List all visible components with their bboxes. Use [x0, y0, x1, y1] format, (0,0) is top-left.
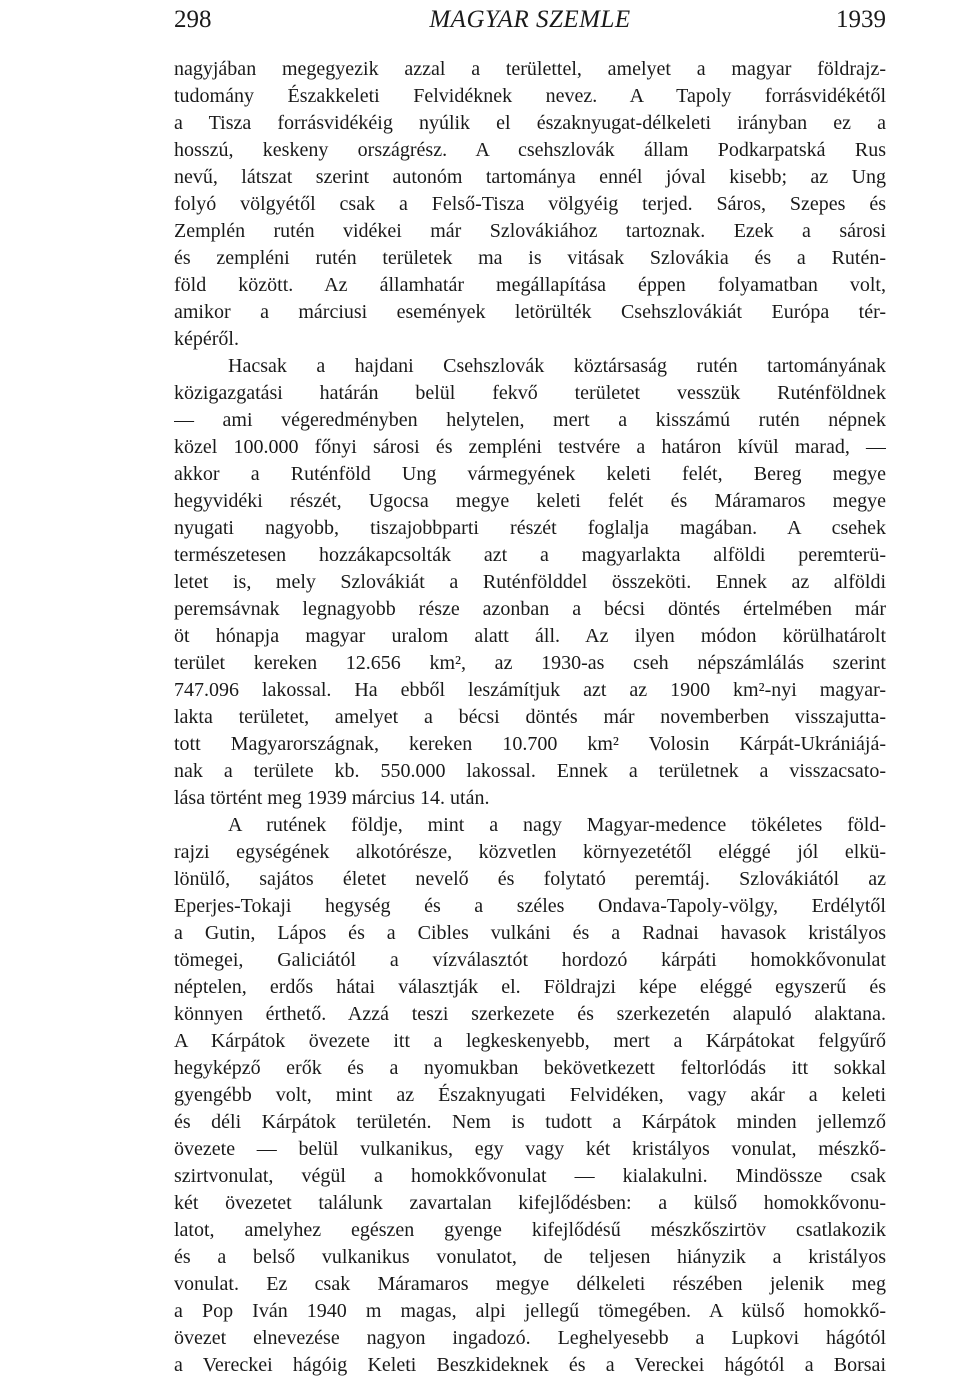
text-line: öt hónapja magyar uralom alatt áll. Az ilyen módon körülhatárolt — [174, 625, 886, 647]
text-line: és déli Kárpátok területén. Nem is tudott a Kárpátok minden jellemző — [174, 1111, 886, 1133]
text-line: nevű, látszat szerint autonóm tartománya ennél jóval kisebb; az Ung — [174, 166, 886, 188]
text-line: nagyjában megegyezik azzal a területtel, amelyet a magyar földrajz- — [174, 58, 886, 80]
text-line: Zemplén rutén vidékei már Szlovákiához tartoznak. Ezek a sárosi — [174, 220, 886, 242]
text-line: nyugati nagyobb, tiszajobbparti részét foglalja magában. A csehek — [174, 517, 886, 539]
text-line: vonulat. Ez csak Máramaros megye délkeleti részében jelenik meg — [174, 1273, 886, 1295]
text-line: akkor a Ruténföld Ung vármegyének keleti felét, Bereg megye — [174, 463, 886, 485]
text-line: a Tisza forrásvidékéig nyúlik el északnyugat-délkeleti irányban ez a — [174, 112, 886, 134]
header-year: 1939 — [836, 6, 886, 33]
text-line: lakta területet, amelyet a bécsi döntés már novemberben visszajutta- — [174, 706, 886, 728]
text-line: természetesen hozzákapcsolták azt a magyarlakta alföldi peremterü- — [174, 544, 886, 566]
text-line: amikor a márciusi események letörülték Csehszlovákiát Európa tér- — [174, 301, 886, 323]
text-line: latot, amelyhez egészen gyenge kifejlődésű mészkőszirtöv csatlakozik — [174, 1219, 886, 1241]
text-line: tömegei, Galiciától a vízválasztót hordozó kárpáti homokkővonulat — [174, 949, 886, 971]
text-line: nak a területe kb. 550.000 lakossal. Ennek a területnek a visszacsato- — [174, 760, 886, 782]
text-line: rajzi egységének alkotórésze, közvetlen környezetétől eléggé jól elkü- — [174, 841, 886, 863]
running-header — [174, 2, 886, 38]
text-line: Hacsak a hajdani Csehszlovák köztársaság rutén tartományának — [228, 355, 886, 377]
text-line: terület kereken 12.656 km², az 1930-as cseh népszámlálás szerint — [174, 652, 886, 674]
text-line: könnyen érthető. Azzá teszi szerkezete és szerkezetén alapuló alaktana. — [174, 1003, 886, 1025]
text-line: szirtvonulat, végül a homokkővonulat — kialakulni. Mindössze csak — [174, 1165, 886, 1187]
text-line: letet is, mely Szlovákiát a Ruténfölddel összeköti. Ennek az alföldi — [174, 571, 886, 593]
text-line: gyengébb volt, mint az Északnyugati Felvidéken, vagy akár a keleti — [174, 1084, 886, 1106]
text-line: hegyvidéki részét, Ugocsa megye keleti felét és Máramaros megye — [174, 490, 886, 512]
text-line: peremsávnak legnagyobb része azonban a bécsi döntés értelmében már — [174, 598, 886, 620]
text-line: képéről. — [174, 328, 239, 350]
text-line: folyó völgyétől csak a Felső-Tisza völgyéig terjed. Sáros, Szepes és — [174, 193, 886, 215]
text-line: lönülő, sajátos életet nevelő és folytató peremtáj. Szlovákiától az — [174, 868, 886, 890]
page-number: 298 — [174, 6, 212, 33]
text-line: A rutének földje, mint a nagy Magyar-medence tökéletes föld- — [228, 814, 886, 836]
journal-title: MAGYAR SZEMLE — [429, 6, 631, 33]
body-text — [174, 56, 886, 1379]
text-line: övezete — belül vulkanikus, egy vagy két kristályos vonulat, mészkő- — [174, 1138, 886, 1160]
text-line: két övezetet találunk zavartalan kifejlődésben: a külső homokkővonu- — [174, 1192, 886, 1214]
text-line: a Pop Iván 1940 m magas, alpi jellegű tömegében. A külső homokkő- — [174, 1300, 886, 1322]
text-line: a Vereckei hágóig Keleti Beszkideknek és a Vereckei hágótól a Borsai — [174, 1354, 886, 1376]
text-line: közel 100.000 főnyi sárosi és zempléni testvére a határon kívül marad, — — [174, 436, 886, 458]
text-line: hosszú, keskeny országrész. A csehszlovák állam Podkarpatská Rus — [174, 139, 886, 161]
text-line: 747.096 lakossal. Ha ebből leszámítjuk azt az 1900 km²-nyi magyar- — [174, 679, 886, 701]
text-line: közigazgatási határán belül fekvő területet vesszük Ruténföldnek — [174, 382, 886, 404]
text-line: hegyképző erők és a nyomukban bekövetkezett feltorlódás itt sokkal — [174, 1057, 886, 1079]
text-line: tott Magyarországnak, kereken 10.700 km² Volosin Kárpát-Ukrániájá- — [174, 733, 886, 755]
text-line: a Gutin, Lápos és a Cibles vulkáni és a Radnai havasok kristályos — [174, 922, 886, 944]
text-line: néptelen, erdős hátai választják el. Földrajzi képe eléggé egyszerű és — [174, 976, 886, 998]
text-line: lása történt meg 1939 március 14. után. — [174, 787, 490, 809]
text-line: Eperjes-Tokaji hegység és a széles Ondava-Tapoly-völgy, Erdélytől — [174, 895, 886, 917]
text-line: övezet elnevezése nagyon ingadozó. Leghelyesebb a Lupkovi hágótól — [174, 1327, 886, 1349]
text-line: — ami végeredményben helytelen, mert a kisszámú rutén népnek — [174, 409, 886, 431]
text-line: és a belső vulkanikus vonulatot, de teljesen hiányzik a kristályos — [174, 1246, 886, 1268]
text-line: A Kárpátok övezete itt a legkeskenyebb, mert a Kárpátokat felgyűrő — [174, 1030, 886, 1052]
text-line: tudomány Északkeleti Felvidéknek nevez. A Tapoly forrásvidékétől — [174, 85, 886, 107]
text-line: és zempléni rutén területek ma is vitásak Szlovákia és a Rutén- — [174, 247, 886, 269]
text-line: föld között. Az államhatár megállapítása éppen folyamatban volt, — [174, 274, 886, 296]
